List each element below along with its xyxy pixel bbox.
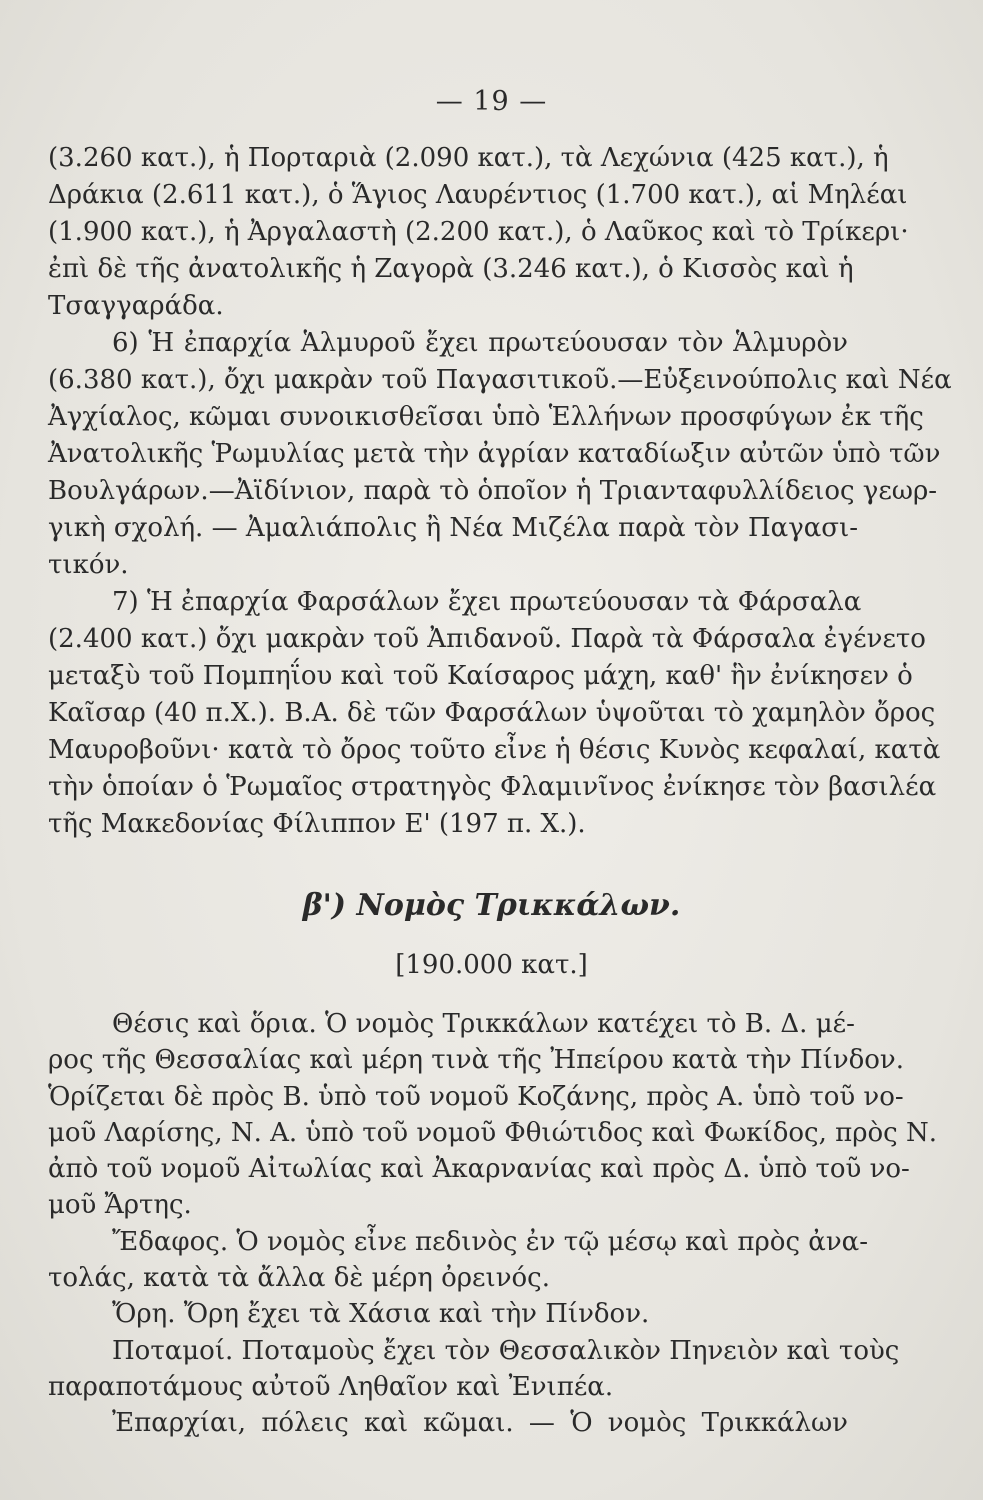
text-line: Ὄρη. Ὄρη ἔχει τὰ Χάσια καὶ τὴν Πίνδον. bbox=[112, 1299, 650, 1330]
text-line: 6) Ἡ ἐπαρχία Ἁλμυροῦ ἔχει πρωτεύουσαν τὸν Ἁλμυρὸν bbox=[112, 328, 848, 358]
text-line: Τσαγγαράδα. bbox=[48, 291, 224, 321]
text-line: ἀπὸ τοῦ νομοῦ Αἰτωλίας καὶ Ἀκαρνανίας καὶ πρὸς Δ. ὑπὸ τοῦ νο- bbox=[48, 1154, 910, 1185]
text-line: (1.900 κατ.), ἡ Ἀργαλαστὴ (2.200 κατ.), ὁ Λαῦκος καὶ τὸ Τρίκερι· bbox=[48, 217, 909, 247]
text-line: 7) Ἡ ἐπαρχία Φαρσάλων ἔχει πρωτεύουσαν τὰ Φάρσαλα bbox=[112, 587, 862, 617]
text-line: τολάς, κατὰ τὰ ἄλλα δὲ μέρη ὀρεινός. bbox=[48, 1263, 550, 1294]
body-text-part2 bbox=[48, 1006, 938, 1442]
section-heading: β') Νομὸς Τρικκάλων. bbox=[302, 888, 681, 923]
body-text-part1 bbox=[48, 140, 952, 843]
text-line: Καῖσαρ (40 π.Χ.). Β.Α. δὲ τῶν Φαρσάλων ὑψοῦται τὸ χαμηλὸν ὄρος bbox=[48, 698, 936, 728]
population-note: [190.000 κατ.] bbox=[395, 950, 588, 980]
text-line: ἐπὶ δὲ τῆς ἀνατολικῆς ἡ Ζαγορὰ (3.246 κατ.), ὁ Κισσὸς καὶ ἡ bbox=[48, 254, 854, 284]
text-line: μεταξὺ τοῦ Πομπηΐου καὶ τοῦ Καίσαρος μάχη, καθ' ἣν ἐνίκησεν ὁ bbox=[48, 661, 913, 691]
text-line: Μαυροβοῦνι· κατὰ τὸ ὄρος τοῦτο εἶνε ἡ θέσις Κυνὸς κεφαλαί, κατὰ bbox=[48, 735, 941, 765]
text-line: τὴν ὁποίαν ὁ Ῥωμαῖος στρατηγὸς Φλαμινῖνος ἐνίκησε τὸν βασιλέα bbox=[48, 772, 937, 802]
text-line: παραποτάμους αὐτοῦ Ληθαῖον καὶ Ἐνιπέα. bbox=[48, 1371, 614, 1402]
text-line: μοῦ Λαρίσης, Ν. Α. ὑπὸ τοῦ νομοῦ Φθιώτιδος καὶ Φωκίδος, πρὸς Ν. bbox=[48, 1117, 938, 1148]
text-line: Βουλγάρων.—Ἀϊδίνιον, παρὰ τὸ ὁποῖον ἡ Τριανταφυλλίδειος γεωρ- bbox=[48, 476, 938, 506]
page-number: — 19 — bbox=[435, 86, 548, 117]
text-line: γικὴ σχολή. — Ἀμαλιάπολις ἢ Νέα Μιζέλα παρὰ τὸν Παγασι- bbox=[48, 513, 859, 543]
text-line: (6.380 κατ.), ὄχι μακρὰν τοῦ Παγασιτικοῦ.—Εὐξεινούπολις καὶ Νέα bbox=[48, 365, 952, 395]
text-line: Ἔδαφος. Ὁ νομὸς εἶνε πεδινὸς ἐν τῷ μέσῳ καὶ πρὸς ἀνα- bbox=[112, 1226, 868, 1257]
text-line: Ποταμοί. Ποταμοὺς ἔχει τὸν Θεσσαλικὸν Πηνειὸν καὶ τοὺς bbox=[112, 1335, 900, 1366]
text-line: Ὁρίζεται δὲ πρὸς Β. ὑπὸ τοῦ νομοῦ Κοζάνης, πρὸς Α. ὑπὸ τοῦ νο- bbox=[48, 1081, 904, 1112]
text-line: Ἀνατολικῆς Ῥωμυλίας μετὰ τὴν ἀγρίαν καταδίωξιν αὐτῶν ὑπὸ τῶν bbox=[48, 439, 941, 469]
text-line: Ἀγχίαλος, κῶμαι συνοικισθεῖσαι ὑπὸ Ἑλλήνων προσφύγων ἐκ τῆς bbox=[48, 402, 924, 432]
text-line: τικόν. bbox=[48, 550, 129, 580]
text-line: μοῦ Ἄρτης. bbox=[48, 1190, 192, 1221]
text-line: τῆς Μακεδονίας Φίλιππον Ε' (197 π. Χ.). bbox=[48, 809, 586, 839]
text-line: (3.260 κατ.), ἡ Πορταριὰ (2.090 κατ.), τὰ Λεχώνια (425 κατ.), ἡ bbox=[48, 143, 889, 173]
text-line: (2.400 κατ.) ὄχι μακρὰν τοῦ Ἀπιδανοῦ. Παρὰ τὰ Φάρσαλα ἐγένετο bbox=[48, 624, 926, 654]
text-line: Ἐπαρχίαι, πόλεις καὶ κῶμαι. — Ὁ νομὸς Τρικκάλων bbox=[112, 1408, 848, 1439]
text-line: ρος τῆς Θεσσαλίας καὶ μέρη τινὰ τῆς Ἠπείρου κατὰ τὴν Πίνδον. bbox=[48, 1045, 905, 1076]
text-line: Θέσις καὶ ὅρια. Ὁ νομὸς Τρικκάλων κατέχει τὸ Β. Δ. μέ- bbox=[112, 1009, 855, 1039]
text-line: Δράκια (2.611 κατ.), ὁ Ἅγιος Λαυρέντιος (1.700 κατ.), αἱ Μηλέαι bbox=[48, 180, 908, 210]
